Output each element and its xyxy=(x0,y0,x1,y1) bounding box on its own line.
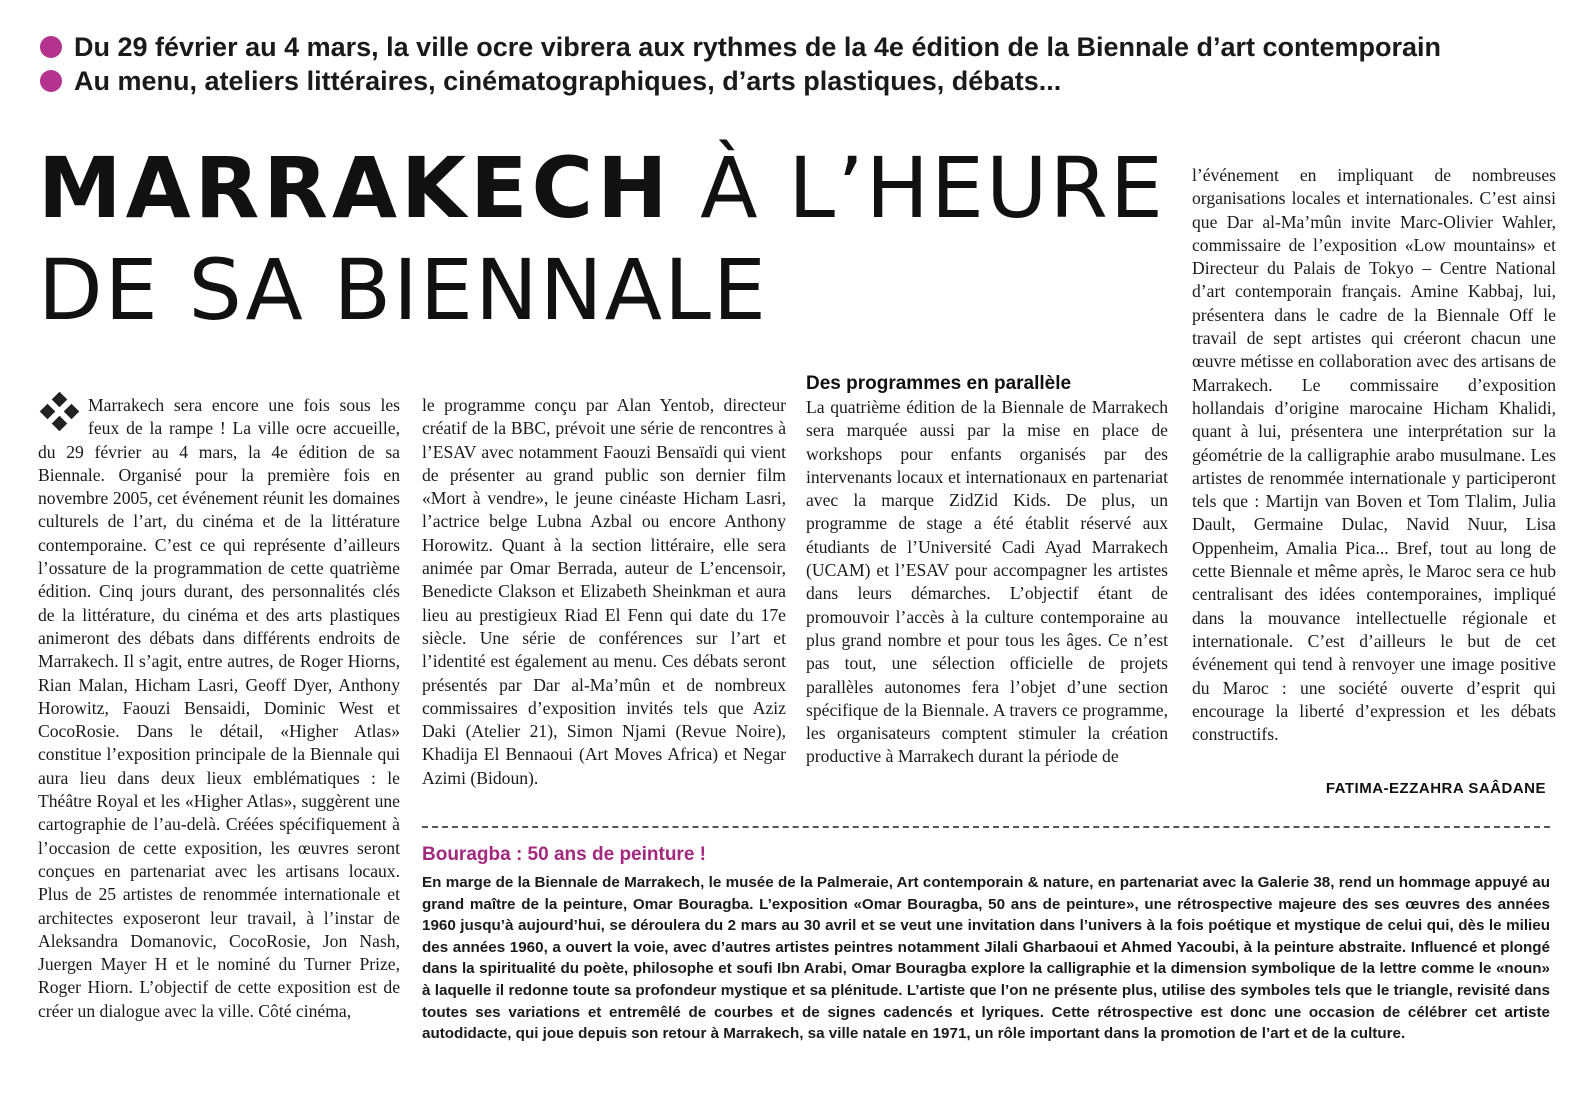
subhead-bullet-1 xyxy=(40,32,1441,63)
bullet-dot-icon xyxy=(40,70,62,92)
article-column-4: l’événement en impliquant de nombreuses organisations locales et internationales. C’est ainsi que Dar al-Ma’mûn invite Marc-Olivier Wahler, commissaire de l’exposition «Low mountains» et Directeur du Palais de Tokyo – Centre National d’art contemporain français. Amine Kabbaj, lui, présentera dans le cadre de la Biennale Off le travail de sept artistes qui créeront chacun une œuvre métisse en collaboration avec des artisans de Marrakech. Le commissaire d’exposition hollandais d’origine marocaine Hicham Khalidi, quant à lui, présentera une interprétation sur la géométrie de la calligraphie arabo musulmane. Les artistes de renommée internationale y participeront tels que : Martijn van Boven et Tom Tlalim, Julia Dault, Germaine Dulac, Navid Nuur, Lisa Oppenheim, Amalia Pica... Bref, tout au long de cette Biennale et même après, le Maroc sera ce hub centralisant des idées contemporaines, impliqué dans la mouvance intellectuelle régionale et internationale. C’est d’ailleurs le but de cet événement qui tend à renvoyer une image positive du Maroc : une société ouverte d’esprit qui encourage la liberté d’expression et les débats constructifs. xyxy=(1192,165,1556,745)
dashed-divider xyxy=(422,826,1550,828)
subhead-bullet-2 xyxy=(40,66,1061,97)
headline-bold: MARRAKECH xyxy=(38,139,672,237)
article-column-1 xyxy=(38,394,400,1023)
bullet-dot-icon xyxy=(40,36,62,58)
article-column-2: le programme conçu par Alan Yentob, directeur créatif de la BBC, prévoit une série de rencontres à l’ESAV avec notamment Faouzi Bensaïdi qui vient de présenter au grand public son dernier film «Mort à vendre», le jeune cinéaste Hicham Lasri, l’actrice belge Lubna Azbal ou encore Anthony Horowitz. Quant à la section littéraire, elle sera animée par Omar Berrada, auteur de L’encensoir, Benedicte Clakson et Elizabeth Sheinkman et aura lieu au prestigieux Riad El Fenn qui date du 17e siècle. Une série de conférences sur l’art et l’identité est également au menu. Ces débats seront présentés par Dar al-Ma’mûn et de nombreux commissaires d’exposition invités tels que Aziz Daki (Atelier 21), Simon Njami (Revue Noire), Khadija El Bennaoui (Art Moves Africa) et Negar Azimi (Bidoun). xyxy=(422,395,786,788)
article-column-3: La quatrième édition de la Biennale de Marrakech sera marquée aussi par la mise en place de workshops pour enfants organisés par des intervenants locaux et internationaux en partenariat avec la marque ZidZid Kids. De plus, un programme de stage a été établit réservé aux étudiants de l’Université Cadi Ayad Marrakech (UCAM) et l’ESAV pour accompagner les artistes dans leurs démarches. L’objectif étant de promouvoir l’accès à la culture contemporaine au plus grand nombre et pour tous les âges. Ce n’est pas tout, une sélection officielle de projets parallèles autonomes fera l’objet d’une section spécifique de la Biennale. A travers ce programme, les organisateurs comptent stimuler la création productive à Marrakech durant la période de xyxy=(806,397,1168,767)
author-byline: FATIMA-EZZAHRA SAÂDANE xyxy=(1325,780,1546,797)
diamond-ornament-icon xyxy=(38,394,82,430)
headline-line-2: DE SA BIENNALE xyxy=(38,241,768,339)
section-heading: Des programmes en parallèle xyxy=(806,373,1072,394)
subhead-bullet-1-text: Du 29 février au 4 mars, la ville ocre vibrera aux rythmes de la 4e édition de la Biennale d’art contemporain xyxy=(74,32,1442,62)
subhead-bullet-2-text: Au menu, ateliers littéraires, cinématographiques, d’arts plastiques, débats... xyxy=(74,66,1062,96)
article-column-1-text: Marrakech sera encore une fois sous les feux de la rampe ! La ville ocre accueille, du 29 février au 4 mars, la 4e édition de sa Biennale. Organisé pour la première fois en novembre 2005, cet événement réunit les domaines culturels de l’art, du cinéma et de la littérature contemporaine. C’est ce qui représente d’ailleurs l’ossature de la programmation de cette quatrième édition. Cinq jours durant, des personnalités clés de la littérature, du cinéma et des arts plastiques animeront des débats dans différents endroits de Marrakech. Il s’agit, entre autres, de Roger Hiorns, Rian Malan, Hicham Lasri, Geoff Dyer, Anthony Horowitz, Faouzi Bensaidi, Dominic West et CocoRosie. Dans le détail, «Higher Atlas» constitue l’exposition principale de la Biennale qui aura lieu dans deux lieux emblématiques : le Théâtre Royal et les «Higher Atlas», suggèrent une cartographie de l’au-delà. Créées spécifiquement à l’occasion de cette exposition, les œuvres seront conçues en partenariat avec les artisans locaux. Plus de 25 artistes de renommée internationale et architectes exposeront leur travail, à l’instar de Aleksandra Domanovic, CocoRosie, Jon Nash, Juergen Mayer H et le nominé du Turner Prize, Roger Hiorn. L’objectif de cette exposition est de créer un dialogue avec la ville. Côté cinéma, xyxy=(38,395,400,1021)
headline-rest: À L’HEURE xyxy=(671,139,1165,237)
headline-line-1 xyxy=(38,139,1165,237)
sidebar-box-title: Bouragba : 50 ans de peinture ! xyxy=(422,844,706,865)
sidebar-box-text: En marge de la Biennale de Marrakech, le musée de la Palmeraie, Art contemporain & nature, en partenariat avec la Galerie 38, rend un hommage appuyé au grand maître de la peinture, Omar Bouragba. L’exposition «Omar Bouragba, 50 ans de peinture», une rétrospective majeure des ses œuvres des années 1960 jusqu’à aujourd’hui, se déroulera du 2 mars au 30 avril et se veut une invitation dans l’univers à la fois poétique et mystique de celui qui, dès le milieu des années 1960, a ouvert la voie, avec d’autres artistes peintres notamment Jilali Gharbaoui et Ahmed Yacoubi, à la peinture abstraite. Influencé et plongé dans la spiritualité du poète, philosophe et soufi Ibn Arabi, Omar Bouragba explore la calligraphie et la dimension symbolique de la lettre comme le «noun» à laquelle il redonne toute sa profondeur mystique et sa plénitude. L’artiste que l’on ne présente plus, utilise des symboles tels que le triangle, revisité dans toutes ses variations et entremêlé de courbes et de signes cadencés et lyriques. Cette rétrospective est donc une occasion de célébrer cet artiste autodidacte, qui joue depuis son retour à Marrakech, sa ville natale en 1971, un rôle important dans la promotion de l’art et de la culture. xyxy=(422,874,1550,1043)
